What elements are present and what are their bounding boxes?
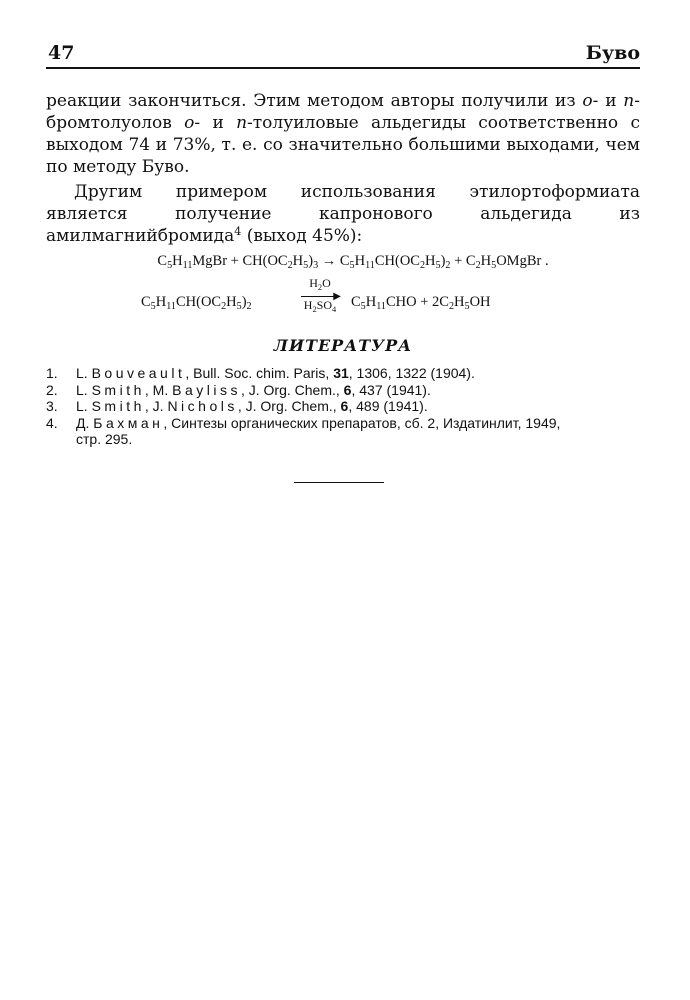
equation-2-reactant: $C_5H_{11}CH(OC_2H_5)_2$ [141,294,252,312]
arrow-head-icon: ▶ [333,291,341,302]
arrow-catalyst: $H_2SO_4$ [303,298,337,314]
equation-2-products: $C_5H_{11}CHO + 2C_2H_5OH$ [351,294,491,312]
reference-item: 1. L. Bouveault, Bull. Soc. chim. Paris, 31, 1306, 1322 (1904). [46,365,475,381]
paragraph-2: Другим примером использования этилортоформиата является получение капронового альдегида из амилмагнийбромида$^4$ (выход 45%): [46,182,640,246]
reference-item: 3. L. Smith, J. Nichols, J. Org. Chem., 6, 489 (1941). [46,398,428,414]
footnote-ref: 4 [234,225,242,238]
reference-item: 2. L. Smith, M. Bayliss, J. Org. Chem., 6, 437 (1941). [46,381,431,398]
equation-2 [46,276,640,318]
reference-item: 4. Д. Бахман, Синтезы органических препаратов, сб. 2, Издатинлит, 1949, [46,414,561,431]
reference-list [46,365,640,448]
header-rule [46,67,640,69]
reaction-arrow: → [318,253,340,269]
page [46,40,640,448]
literature-heading: ЛИТЕРАТУРА [273,336,413,355]
running-title: Буво [585,42,640,64]
body-text [46,90,640,247]
arrow-reagent: $H_2O$ [309,276,331,292]
paragraph-1: реакции закончиться. Этим методом авторы получили из о- и п-бромтолуолов о- и п-толуиловые альдегиды соответственно с выходом 74 и 73%, т. е. со значительно большими выходами, чем по методу Буво. [46,91,640,177]
page-header [46,40,640,64]
equation-1: $C_5H_{11}MgBr + CH(OC_2H_5)_3 \to C_5H_{11}CH(OC_2H_5)_2$ + $C_2H_5OMgBr$ . [157,253,549,271]
page-number: 47 [48,42,75,64]
reference-continuation: стр. 295. [76,431,133,447]
end-rule [294,482,384,483]
